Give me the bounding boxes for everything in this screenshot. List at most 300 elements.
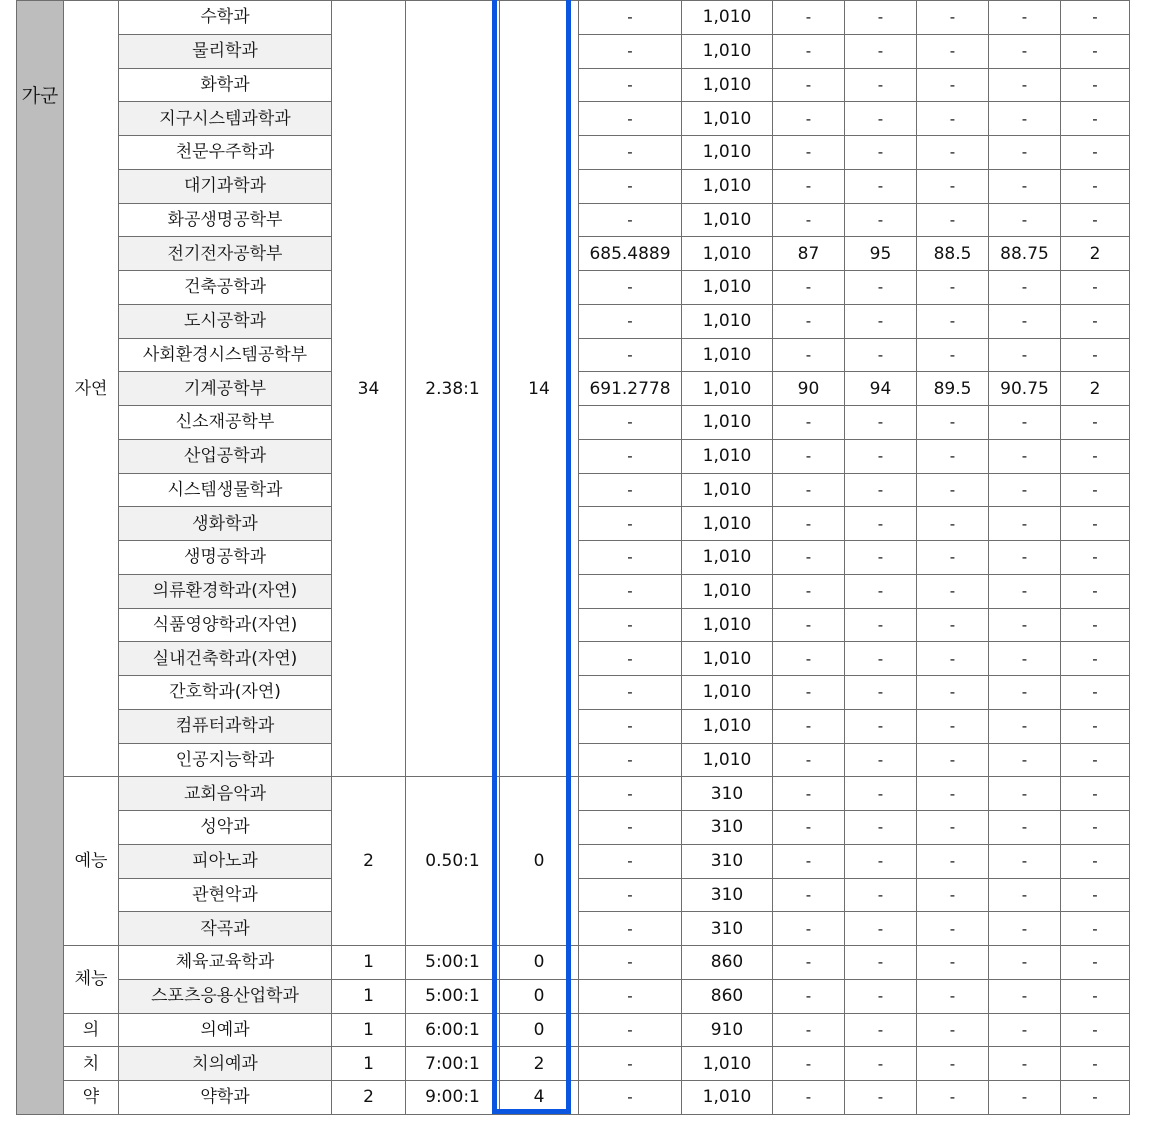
score-cell-c5: 89.5 [917,372,989,406]
score-cell-c4: - [845,946,917,980]
competition-ratio-cell: 9:00:1 [406,1081,500,1115]
score-cell-c6: - [989,271,1061,305]
score-cell-c2: 1,010 [682,406,773,440]
competition-ratio-cell: 7:00:1 [406,1047,500,1081]
score-cell-c7: - [1061,979,1130,1013]
score-cell-c1: - [579,406,682,440]
score-cell-c6: - [989,642,1061,676]
score-cell-c2: 1,010 [682,68,773,102]
score-cell-c2: 1,010 [682,709,773,743]
score-cell-c3: 87 [773,237,845,271]
score-cell-c1: - [579,102,682,136]
score-cell-c3: - [773,811,845,845]
score-cell-c7: - [1061,169,1130,203]
score-cell-c1: - [579,709,682,743]
quota-cell: 1 [332,979,406,1013]
score-cell-c3: - [773,979,845,1013]
score-cell-c4: - [845,439,917,473]
score-cell-c2: 1,010 [682,338,773,372]
score-cell-c7: - [1061,203,1130,237]
score-cell-c3: - [773,406,845,440]
score-cell-c4: - [845,1,917,35]
score-cell-c4: - [845,574,917,608]
track-label: 약 [64,1081,119,1115]
score-cell-c2: 1,010 [682,304,773,338]
score-cell-c3: 90 [773,372,845,406]
score-cell-c4: - [845,541,917,575]
score-cell-c6: - [989,68,1061,102]
score-cell-c4: - [845,507,917,541]
score-cell-c2: 1,010 [682,676,773,710]
score-cell-c1: - [579,271,682,305]
score-cell-c5: - [917,1,989,35]
score-cell-c7: - [1061,912,1130,946]
score-cell-c7: 2 [1061,237,1130,271]
score-cell-c4: - [845,1081,917,1115]
table-row [17,1013,1130,1047]
department-name: 신소재공학부 [119,406,332,440]
competition-ratio-cell: 5:00:1 [406,979,500,1013]
score-cell-c2: 1,010 [682,574,773,608]
score-cell-c6: - [989,709,1061,743]
score-cell-c2: 1,010 [682,743,773,777]
department-name: 지구시스템과학과 [119,102,332,136]
score-cell-c7: - [1061,777,1130,811]
score-cell-c6: - [989,541,1061,575]
score-cell-c6: - [989,102,1061,136]
score-cell-c3: - [773,34,845,68]
department-name: 실내건축학과(자연) [119,642,332,676]
score-cell-c2: 1,010 [682,1047,773,1081]
score-cell-c1: - [579,136,682,170]
score-cell-c7: - [1061,406,1130,440]
score-cell-c5: - [917,1081,989,1115]
department-name: 간호학과(자연) [119,676,332,710]
department-name: 피아노과 [119,844,332,878]
score-cell-c6: - [989,676,1061,710]
score-cell-c5: - [917,169,989,203]
department-name: 컴퓨터과학과 [119,709,332,743]
score-cell-c5: - [917,68,989,102]
score-cell-c3: - [773,676,845,710]
score-cell-c3: - [773,743,845,777]
score-cell-c6: - [989,1,1061,35]
competition-ratio-cell: 5:00:1 [406,946,500,980]
department-name: 약학과 [119,1081,332,1115]
score-cell-c4: - [845,709,917,743]
score-cell-c3: - [773,946,845,980]
score-cell-c5: - [917,878,989,912]
department-name: 물리학과 [119,34,332,68]
department-name: 수학과 [119,1,332,35]
score-cell-c1: - [579,507,682,541]
applicants-cell: 14 [500,1,579,777]
score-cell-c3: - [773,574,845,608]
score-cell-c2: 1,010 [682,34,773,68]
department-name: 체육교육학과 [119,946,332,980]
score-cell-c7: - [1061,811,1130,845]
score-cell-c6: - [989,844,1061,878]
table-row [17,946,1130,980]
score-cell-c1: - [579,946,682,980]
score-cell-c7: - [1061,676,1130,710]
competition-ratio-cell: 0.50:1 [406,777,500,946]
department-name: 화학과 [119,68,332,102]
score-cell-c2: 1,010 [682,102,773,136]
score-cell-c5: - [917,102,989,136]
score-cell-c2: 1,010 [682,507,773,541]
department-name: 의예과 [119,1013,332,1047]
score-cell-c7: - [1061,743,1130,777]
score-cell-c5: - [917,574,989,608]
applicants-cell: 2 [500,1047,579,1081]
score-cell-c5: - [917,979,989,1013]
quota-cell: 2 [332,777,406,946]
quota-cell: 1 [332,946,406,980]
department-name: 관현악과 [119,878,332,912]
score-cell-c1: - [579,439,682,473]
score-cell-c4: - [845,304,917,338]
score-cell-c2: 1,010 [682,271,773,305]
score-cell-c7: - [1061,136,1130,170]
score-cell-c4: - [845,608,917,642]
score-cell-c7: - [1061,1081,1130,1115]
score-cell-c3: - [773,541,845,575]
table-body [17,1,1130,1115]
department-name: 생화학과 [119,507,332,541]
score-cell-c1: - [579,777,682,811]
score-cell-c1: - [579,574,682,608]
department-name: 치의예과 [119,1047,332,1081]
score-cell-c1: - [579,1013,682,1047]
score-cell-c6: - [989,203,1061,237]
score-cell-c4: - [845,642,917,676]
score-cell-c5: - [917,1013,989,1047]
score-cell-c3: - [773,608,845,642]
score-cell-c3: - [773,439,845,473]
score-cell-c4: - [845,979,917,1013]
score-cell-c2: 1,010 [682,237,773,271]
score-cell-c1: - [579,203,682,237]
score-cell-c5: - [917,271,989,305]
score-cell-c5: - [917,811,989,845]
department-name: 교회음악과 [119,777,332,811]
score-cell-c1: - [579,1081,682,1115]
score-cell-c2: 1,010 [682,1,773,35]
score-cell-c2: 1,010 [682,169,773,203]
track-label: 체능 [64,946,119,1014]
score-cell-c7: - [1061,338,1130,372]
score-cell-c6: - [989,439,1061,473]
score-cell-c3: - [773,203,845,237]
score-cell-c6: - [989,1047,1061,1081]
track-label: 의 [64,1013,119,1047]
score-cell-c7: - [1061,946,1130,980]
score-cell-c6: - [989,608,1061,642]
department-name: 의류환경학과(자연) [119,574,332,608]
score-cell-c7: - [1061,844,1130,878]
group-label: 가군 [17,1,64,1115]
score-cell-c1: - [579,844,682,878]
score-cell-c4: - [845,169,917,203]
department-name: 생명공학과 [119,541,332,575]
competition-ratio-cell: 2.38:1 [406,1,500,777]
score-cell-c2: 1,010 [682,439,773,473]
department-name: 인공지능학과 [119,743,332,777]
score-cell-c7: - [1061,507,1130,541]
table-row [17,777,1130,811]
quota-cell: 1 [332,1047,406,1081]
score-cell-c7: - [1061,574,1130,608]
score-cell-c4: - [845,136,917,170]
score-cell-c7: - [1061,271,1130,305]
score-cell-c6: 90.75 [989,372,1061,406]
score-cell-c5: - [917,709,989,743]
score-cell-c7: - [1061,102,1130,136]
score-cell-c5: - [917,608,989,642]
score-cell-c2: 1,010 [682,372,773,406]
score-cell-c1: - [579,811,682,845]
score-cell-c1: - [579,912,682,946]
score-cell-c1: - [579,979,682,1013]
table-row [17,1081,1130,1115]
score-cell-c5: - [917,541,989,575]
score-cell-c6: - [989,1081,1061,1115]
quota-cell: 34 [332,1,406,777]
score-cell-c1: - [579,642,682,676]
applicants-cell: 0 [500,946,579,980]
score-cell-c4: - [845,34,917,68]
table-row [17,1,1130,35]
score-cell-c1: - [579,169,682,203]
score-cell-c4: - [845,912,917,946]
score-cell-c6: - [989,811,1061,845]
score-cell-c6: - [989,743,1061,777]
score-cell-c2: 1,010 [682,203,773,237]
score-cell-c4: - [845,473,917,507]
score-cell-c3: - [773,777,845,811]
score-cell-c4: - [845,102,917,136]
score-cell-c1: - [579,1,682,35]
department-name: 스포츠응용산업학과 [119,979,332,1013]
department-name: 시스템생물학과 [119,473,332,507]
quota-cell: 1 [332,1013,406,1047]
applicants-cell: 4 [500,1081,579,1115]
score-cell-c5: - [917,777,989,811]
score-cell-c2: 1,010 [682,642,773,676]
score-cell-c4: - [845,1047,917,1081]
score-cell-c5: - [917,439,989,473]
score-cell-c7: - [1061,473,1130,507]
score-cell-c7: - [1061,608,1130,642]
score-cell-c2: 310 [682,844,773,878]
score-cell-c3: - [773,102,845,136]
score-cell-c7: - [1061,68,1130,102]
score-cell-c1: - [579,541,682,575]
score-cell-c6: - [989,406,1061,440]
score-cell-c3: - [773,912,845,946]
score-cell-c3: - [773,169,845,203]
score-cell-c2: 1,010 [682,473,773,507]
score-cell-c3: - [773,1,845,35]
score-cell-c1: - [579,608,682,642]
track-label: 예능 [64,777,119,946]
score-cell-c6: - [989,338,1061,372]
score-cell-c7: - [1061,642,1130,676]
score-cell-c1: - [579,68,682,102]
admission-results-table [16,0,1130,1115]
score-cell-c7: - [1061,1047,1130,1081]
score-cell-c4: - [845,271,917,305]
score-cell-c2: 1,010 [682,136,773,170]
score-cell-c1: 691.2778 [579,372,682,406]
competition-ratio-cell: 6:00:1 [406,1013,500,1047]
score-cell-c3: - [773,709,845,743]
score-cell-c1: - [579,878,682,912]
table-row [17,1047,1130,1081]
score-cell-c4: - [845,844,917,878]
score-cell-c3: - [773,304,845,338]
score-cell-c1: - [579,34,682,68]
score-cell-c3: - [773,271,845,305]
score-cell-c4: - [845,203,917,237]
department-name: 건축공학과 [119,271,332,305]
score-cell-c6: - [989,1013,1061,1047]
score-cell-c5: - [917,912,989,946]
score-cell-c5: - [917,338,989,372]
score-cell-c3: - [773,1081,845,1115]
department-name: 작곡과 [119,912,332,946]
score-cell-c2: 1,010 [682,541,773,575]
score-cell-c5: - [917,946,989,980]
score-cell-c4: - [845,406,917,440]
score-cell-c1: 685.4889 [579,237,682,271]
score-cell-c4: - [845,743,917,777]
department-name: 도시공학과 [119,304,332,338]
score-cell-c7: - [1061,709,1130,743]
score-cell-c6: - [989,473,1061,507]
score-cell-c5: - [917,304,989,338]
score-cell-c1: - [579,473,682,507]
score-cell-c4: - [845,676,917,710]
score-cell-c3: - [773,1013,845,1047]
department-name: 식품영양학과(자연) [119,608,332,642]
score-cell-c6: - [989,507,1061,541]
score-cell-c5: - [917,844,989,878]
score-cell-c5: - [917,507,989,541]
score-cell-c6: - [989,34,1061,68]
score-cell-c6: - [989,169,1061,203]
department-name: 전기전자공학부 [119,237,332,271]
score-cell-c5: - [917,406,989,440]
score-cell-c7: - [1061,34,1130,68]
score-cell-c6: - [989,979,1061,1013]
score-cell-c7: - [1061,1,1130,35]
score-cell-c3: - [773,844,845,878]
score-cell-c7: - [1061,541,1130,575]
score-cell-c2: 310 [682,777,773,811]
score-cell-c4: - [845,338,917,372]
score-cell-c3: - [773,136,845,170]
score-cell-c4: 94 [845,372,917,406]
score-cell-c7: - [1061,439,1130,473]
score-cell-c6: - [989,878,1061,912]
score-cell-c2: 1,010 [682,1081,773,1115]
score-cell-c5: - [917,1047,989,1081]
department-name: 화공생명공학부 [119,203,332,237]
score-cell-c2: 860 [682,946,773,980]
score-cell-c6: - [989,946,1061,980]
score-cell-c5: - [917,473,989,507]
score-cell-c4: - [845,811,917,845]
score-cell-c6: 88.75 [989,237,1061,271]
score-cell-c7: - [1061,878,1130,912]
track-label: 치 [64,1047,119,1081]
score-cell-c5: - [917,743,989,777]
score-cell-c5: - [917,642,989,676]
score-cell-c5: 88.5 [917,237,989,271]
score-cell-c6: - [989,136,1061,170]
score-cell-c2: 310 [682,912,773,946]
score-cell-c6: - [989,574,1061,608]
score-cell-c1: - [579,304,682,338]
score-cell-c5: - [917,676,989,710]
department-name: 사회환경시스템공학부 [119,338,332,372]
score-cell-c6: - [989,912,1061,946]
score-cell-c4: - [845,68,917,102]
score-cell-c3: - [773,68,845,102]
score-cell-c7: 2 [1061,372,1130,406]
score-cell-c4: - [845,1013,917,1047]
score-cell-c4: - [845,777,917,811]
score-cell-c3: - [773,338,845,372]
score-cell-c2: 1,010 [682,608,773,642]
department-name: 기계공학부 [119,372,332,406]
score-cell-c3: - [773,1047,845,1081]
score-cell-c6: - [989,777,1061,811]
score-cell-c5: - [917,203,989,237]
score-cell-c3: - [773,642,845,676]
score-cell-c5: - [917,34,989,68]
score-cell-c2: 310 [682,878,773,912]
score-cell-c3: - [773,473,845,507]
score-cell-c1: - [579,743,682,777]
score-cell-c3: - [773,507,845,541]
score-cell-c2: 860 [682,979,773,1013]
score-cell-c7: - [1061,304,1130,338]
department-name: 천문우주학과 [119,136,332,170]
applicants-cell: 0 [500,1013,579,1047]
score-cell-c3: - [773,878,845,912]
score-cell-c7: - [1061,1013,1130,1047]
score-cell-c2: 310 [682,811,773,845]
score-cell-c1: - [579,338,682,372]
table-row [17,979,1130,1013]
score-cell-c6: - [989,304,1061,338]
score-cell-c1: - [579,1047,682,1081]
track-label: 자연 [64,1,119,777]
department-name: 대기과학과 [119,169,332,203]
score-cell-c4: - [845,878,917,912]
score-cell-c5: - [917,136,989,170]
department-name: 성악과 [119,811,332,845]
applicants-cell: 0 [500,777,579,946]
score-cell-c2: 910 [682,1013,773,1047]
department-name: 산업공학과 [119,439,332,473]
applicants-cell: 0 [500,979,579,1013]
quota-cell: 2 [332,1081,406,1115]
score-cell-c4: 95 [845,237,917,271]
